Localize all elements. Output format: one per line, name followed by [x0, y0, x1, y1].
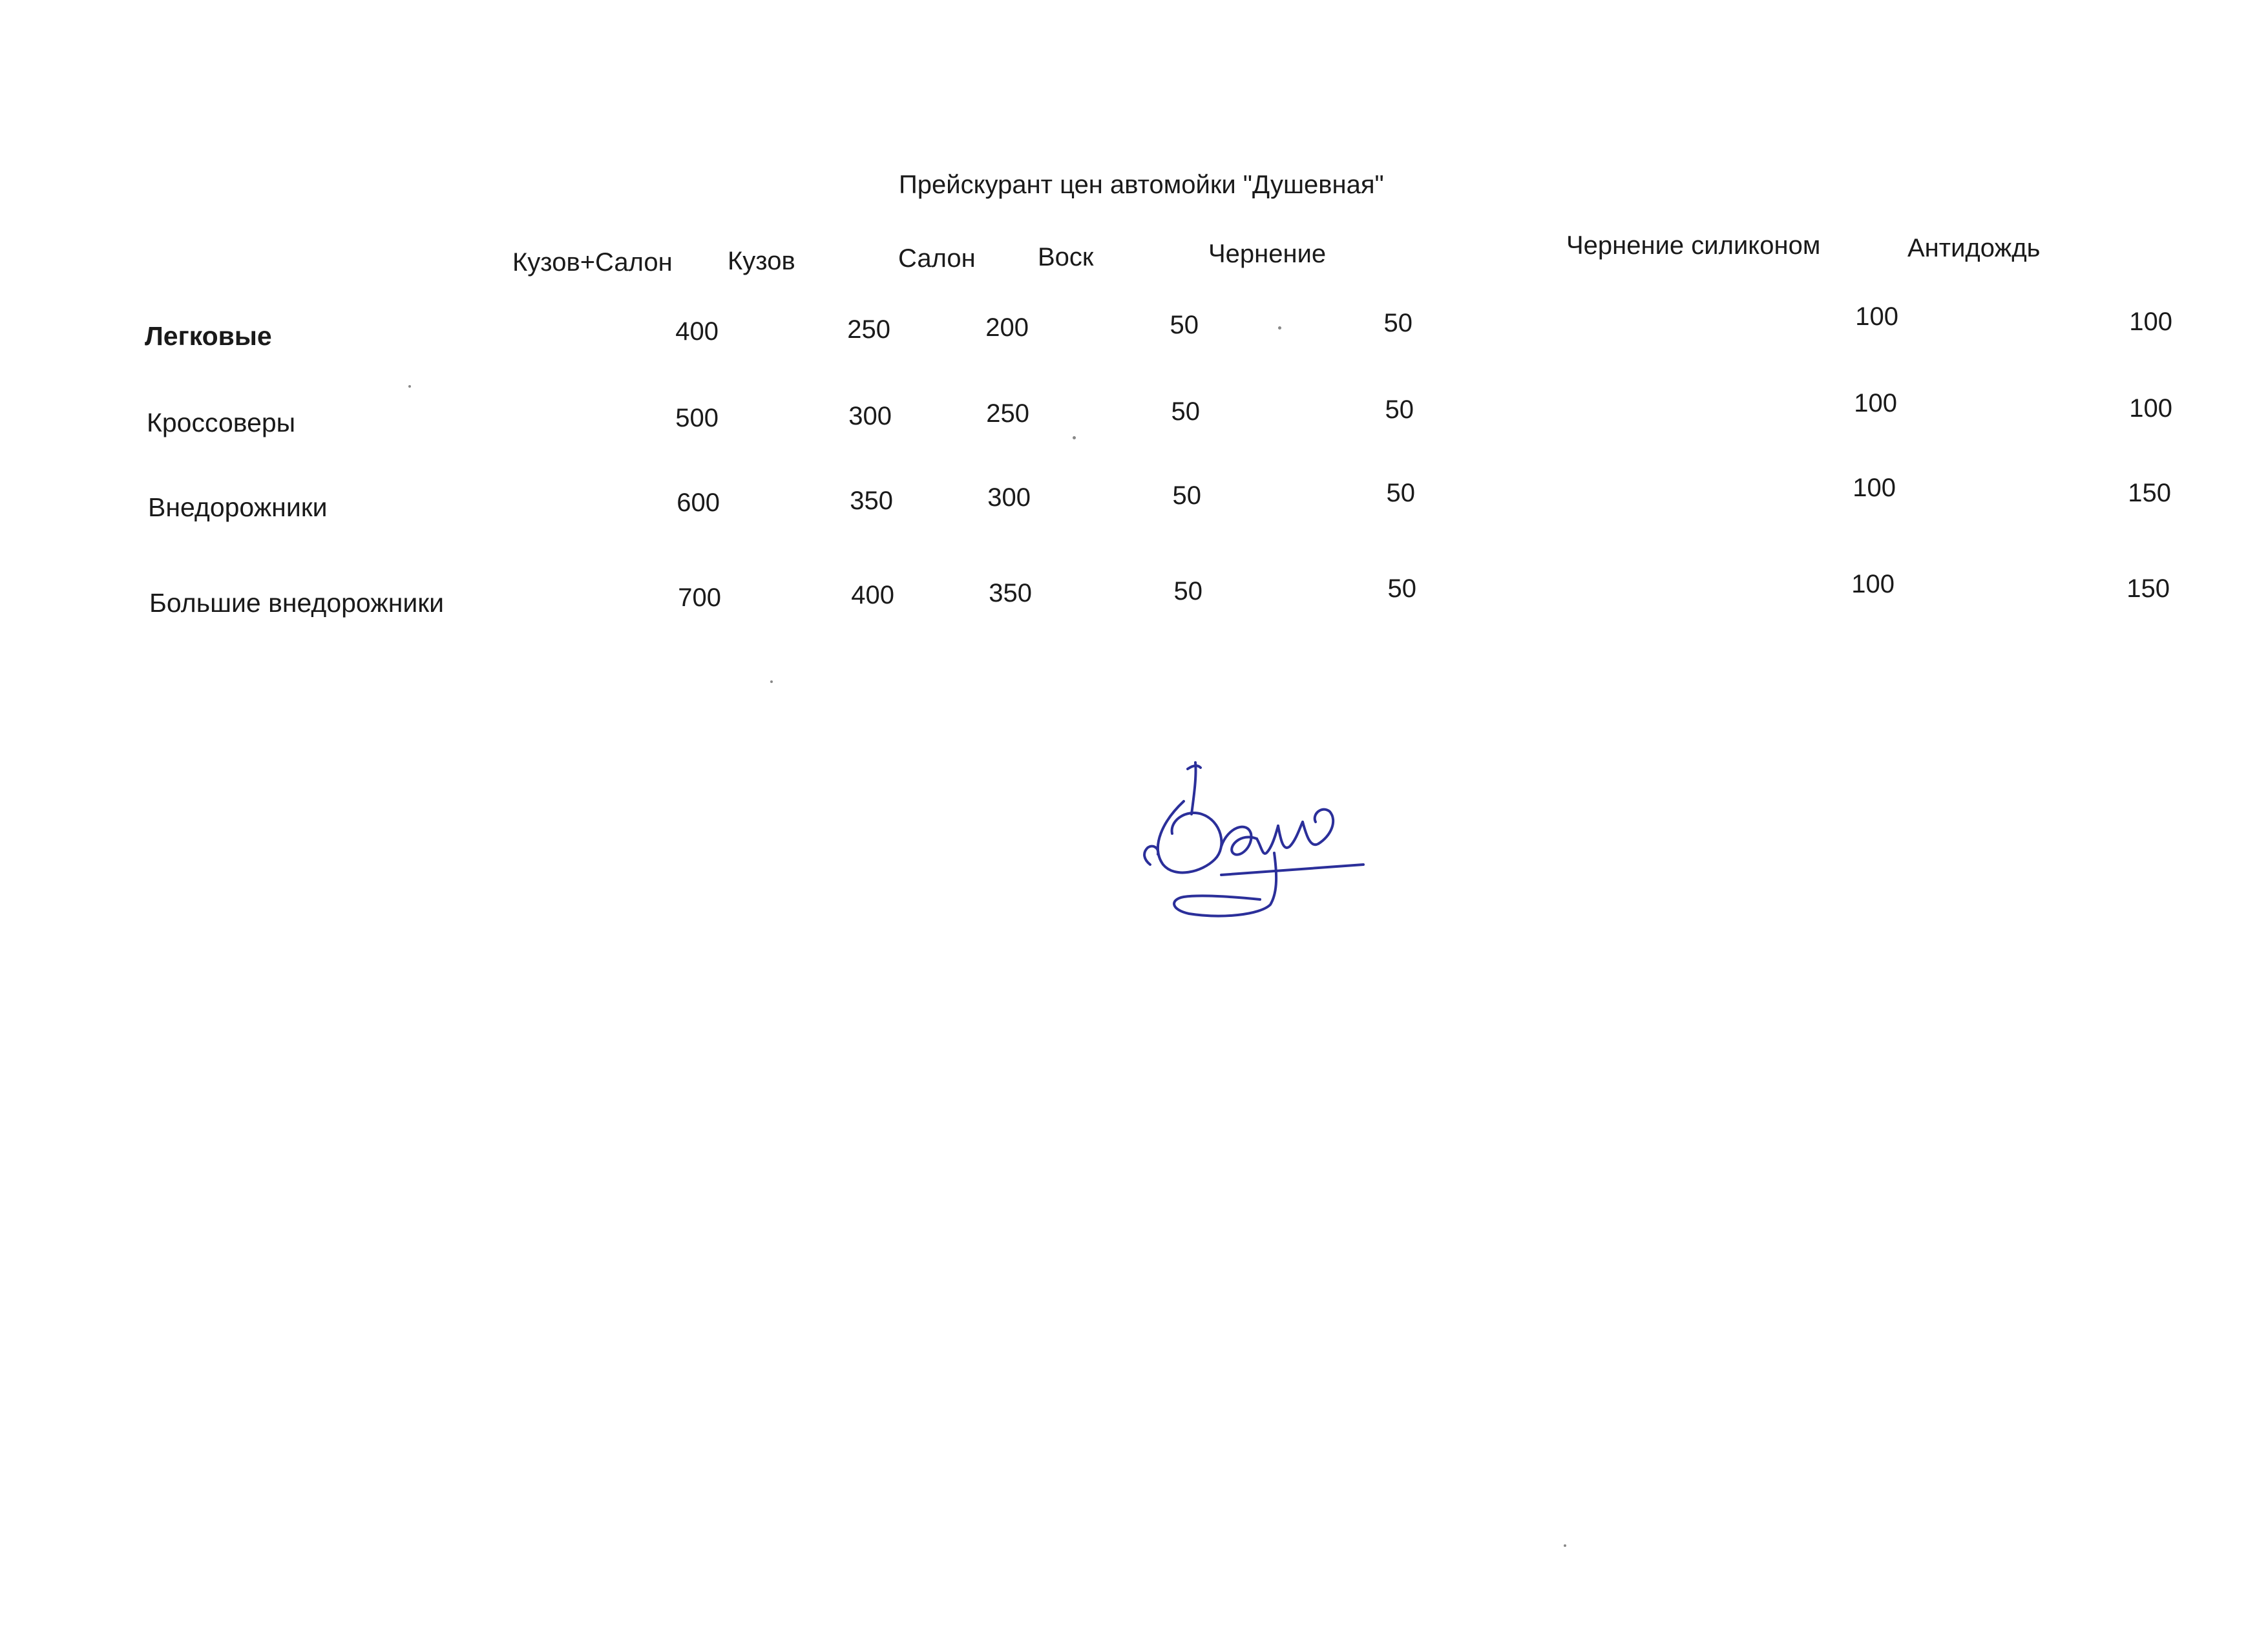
- cell: 250: [986, 399, 1029, 428]
- cell: 50: [1383, 309, 1412, 337]
- cell: 350: [989, 579, 1032, 607]
- cell: 600: [677, 488, 720, 517]
- column-header-anti-rain: Антидождь: [1907, 234, 2041, 262]
- cell: 100: [1851, 570, 1895, 598]
- cell: 50: [1171, 397, 1200, 426]
- cell: 50: [1387, 574, 1416, 603]
- cell: 50: [1170, 311, 1199, 339]
- cell: 50: [1385, 395, 1414, 424]
- cell: 350: [850, 487, 893, 515]
- column-header-wax: Воск: [1038, 243, 1094, 271]
- cell: 250: [847, 315, 890, 344]
- cell: 150: [2128, 479, 2171, 507]
- row-label-passenger: Легковые: [145, 321, 272, 351]
- cell: 150: [2126, 574, 2170, 603]
- cell: 300: [848, 402, 892, 430]
- cell: 50: [1386, 479, 1415, 507]
- cell: 300: [987, 483, 1031, 512]
- cell: 100: [1855, 302, 1898, 331]
- cell: 400: [675, 317, 719, 346]
- row-label-large-suvs: Большие внедорожники: [149, 588, 445, 618]
- document-title: Прейскурант цен автомойки "Душевная": [899, 171, 1384, 199]
- row-label-crossovers: Кроссоверы: [147, 408, 296, 437]
- column-header-body-interior: Кузов+Салон: [512, 248, 673, 277]
- cell: 50: [1173, 577, 1202, 605]
- column-header-blackening: Чернение: [1208, 240, 1327, 268]
- cell: 100: [1853, 474, 1896, 502]
- cell: 200: [985, 313, 1029, 342]
- cell: 100: [2129, 394, 2172, 423]
- column-header-interior: Салон: [898, 244, 976, 273]
- column-header-silicone-blackening: Чернение силиконом: [1566, 231, 1821, 260]
- signature: [1124, 750, 1370, 943]
- column-header-body: Кузов: [728, 247, 795, 275]
- cell: 700: [678, 583, 721, 612]
- cell: 50: [1172, 481, 1201, 510]
- row-label-suvs: Внедорожники: [148, 492, 328, 522]
- cell: 100: [2129, 308, 2172, 336]
- cell: 500: [675, 404, 719, 432]
- cell: 100: [1854, 389, 1897, 417]
- cell: 400: [851, 581, 894, 609]
